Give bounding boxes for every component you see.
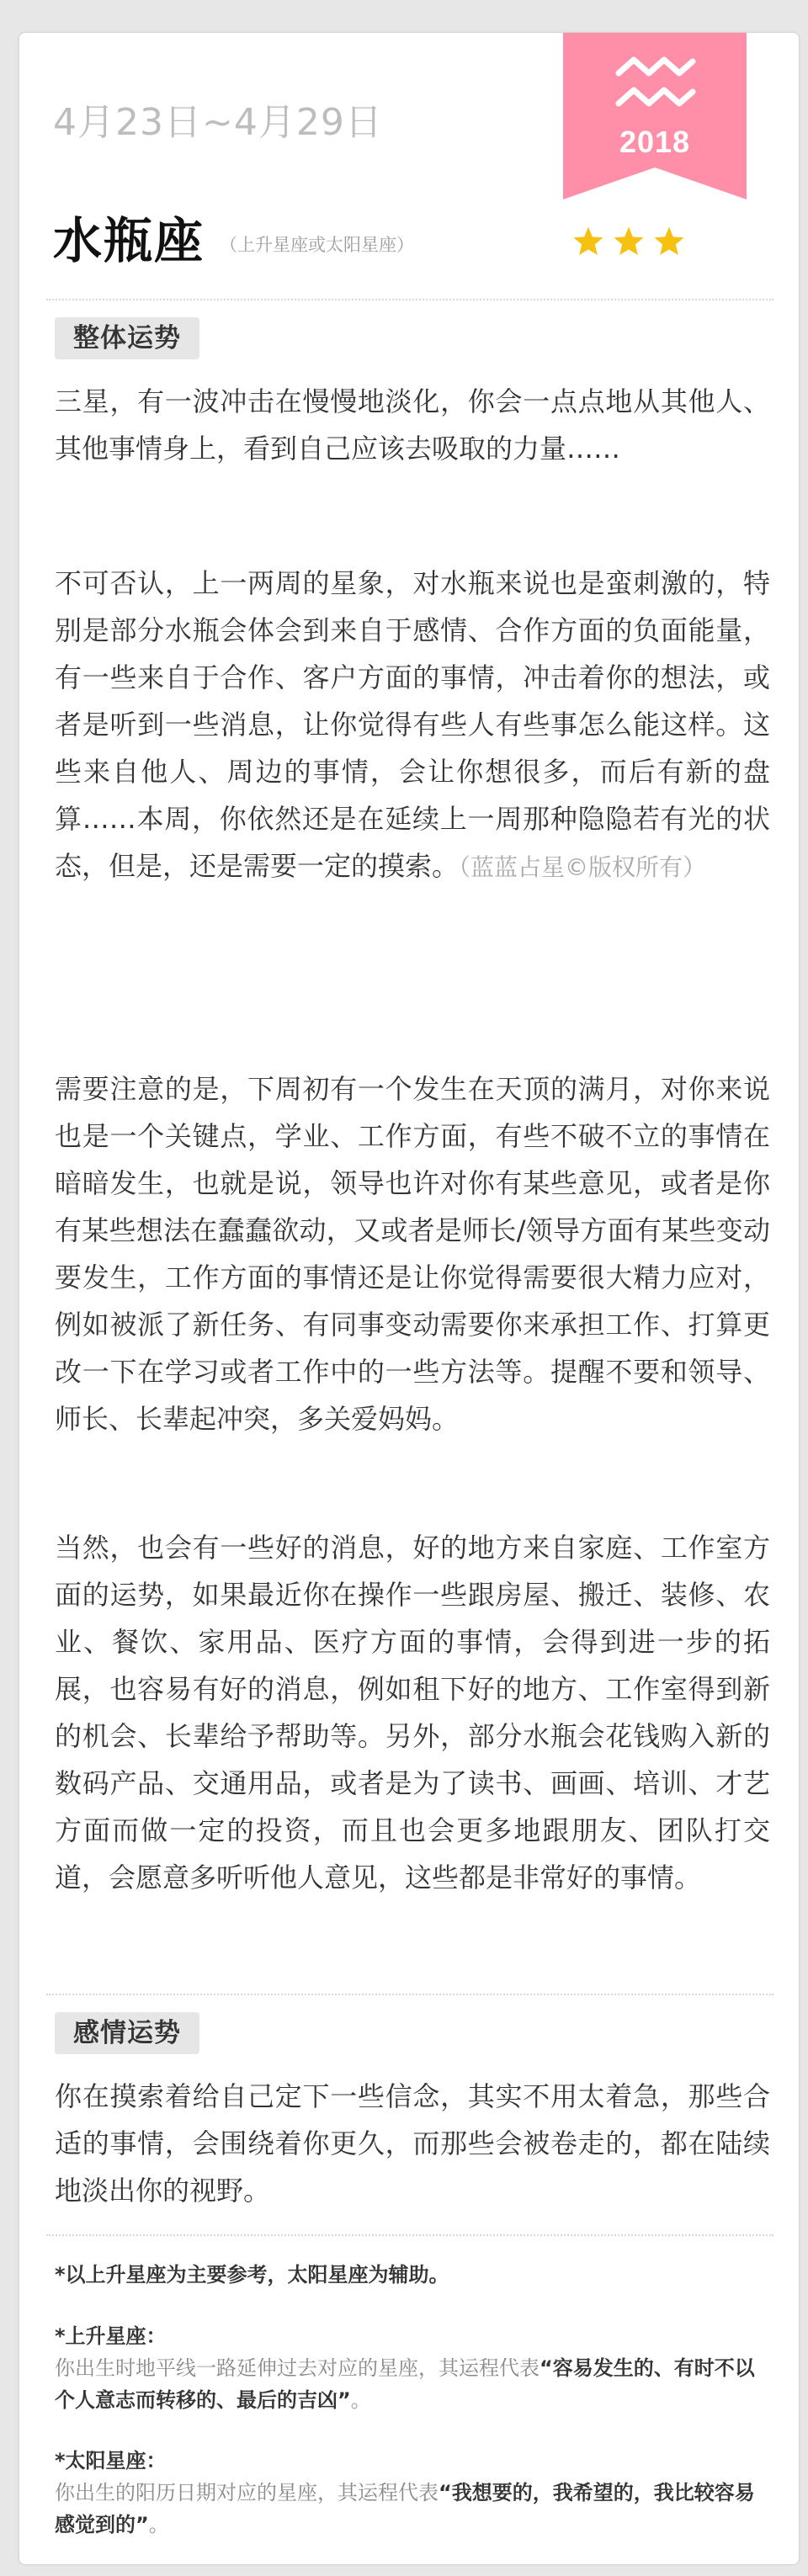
section-label-overall: 整体运势 [55, 317, 199, 359]
ribbon-year: 2018 [619, 125, 691, 159]
year-ribbon [563, 33, 747, 199]
sign-title: 水瓶座 [53, 212, 205, 269]
overall-paragraph-4: 当然，也会有一些好的消息，好的地方来自家庭、工作室方面的运势，如果最近你在操作一些跟房屋、搬迁、装修、农业、餐饮、家用品、医疗方面的事情，会得到进一步的拓展，也容易有好的消息，例如租下好的地方、工作室得到新的机会、长辈给予帮助等。另外，部分水瓶会花钱购入新的数码产品、交通用品，或者是为了读书、画画、培训、才艺方面而做一定的投资，而且也会更多地跟朋友、团队打交道，会愿意多听听他人意见，这些都是非常好的事情。 [55, 1532, 770, 1893]
sign-note: （上升星座或太阳星座） [220, 235, 414, 255]
overall-paragraph-2-text: 不可否认，上一两周的星象，对水瓶来说也是蛮刺激的，特别是部分水瓶会体会到来自于感情、合作方面的负面能量，有一些来自于合作、客户方面的事情，冲击着你的想法，或者是听到一些消息，让你觉得有些人有些事怎么能这样。这些来自他人、周边的事情，会让你想很多，而后有新的盘算……本周，你依然还是在延续上一周那种隐隐若有光的状态，但是，还是需要一定的摸索。 [55, 567, 770, 882]
divider [46, 2234, 773, 2236]
horoscope-card [19, 32, 800, 2565]
star-icon [652, 225, 686, 258]
ribbon-shape [563, 33, 747, 199]
note-rising-text: 你出生时地平线一路延伸过去对应的星座，其运程代表 [55, 2356, 540, 2380]
note-sun-text: 你出生的阳历日期对应的星座，其运程代表 [55, 2481, 439, 2504]
date-range: 4月23日~4月29日 [53, 101, 383, 144]
divider [46, 299, 773, 300]
note-sun-body [55, 2477, 770, 2541]
rating-stars [571, 225, 686, 267]
note-sun-tail: 。 [148, 2513, 169, 2536]
copyright-note: （蓝蓝占星©版权所有） [459, 853, 707, 881]
overall-paragraph-2 [55, 560, 770, 891]
note-rising-body [55, 2352, 770, 2416]
section-label-love: 感情运势 [55, 2012, 199, 2054]
star-icon [612, 225, 646, 258]
note-lead: *以上升星座为主要参考，太阳星座为辅助。 [55, 2263, 449, 2287]
overall-paragraph-1: 三星，有一波冲击在慢慢地淡化，你会一点点地从其他人、其他事情身上，看到自己应该去吸取的力量…… [55, 385, 770, 465]
note-rising-tail: 。 [350, 2388, 371, 2412]
note-rising-head: *上升星座： [55, 2324, 167, 2348]
note-rising-emphasis: “容易发生的、有时不以个人意志而转移的、最后的吉凶” [55, 2356, 755, 2412]
star-icon [571, 225, 605, 258]
divider [46, 1994, 773, 1995]
overall-paragraph-3: 需要注意的是，下周初有一个发生在天顶的满月，对你来说也是一个关键点，学业、工作方面，有些不破不立的事情在暗暗发生，也就是说，领导也许对你有某些意见，或者是你有某些想法在蠢蠢欲动，又或者是师长/领导方面有某些变动要发生，工作方面的事情还是让你觉得需要很大精力应对，例如被派了新任务、有同事变动需要你来承担工作、打算更改一下在学习或者工作中的一些方法等。提醒不要和领导、师长、长辈起冲突，多关爱妈妈。 [55, 1073, 770, 1435]
love-paragraph-1: 你在摸索着给自己定下一些信念，其实不用太着急，那些合适的事情，会围绕着你更久，而那些会被卷走的，都在陆续地淡出你的视野。 [55, 2080, 770, 2207]
note-sun-head: *太阳星座： [55, 2449, 167, 2472]
note-sun-emphasis: “我想要的，我希望的，我比较容易感觉到的” [55, 2481, 755, 2536]
notes-block [55, 2258, 770, 2541]
